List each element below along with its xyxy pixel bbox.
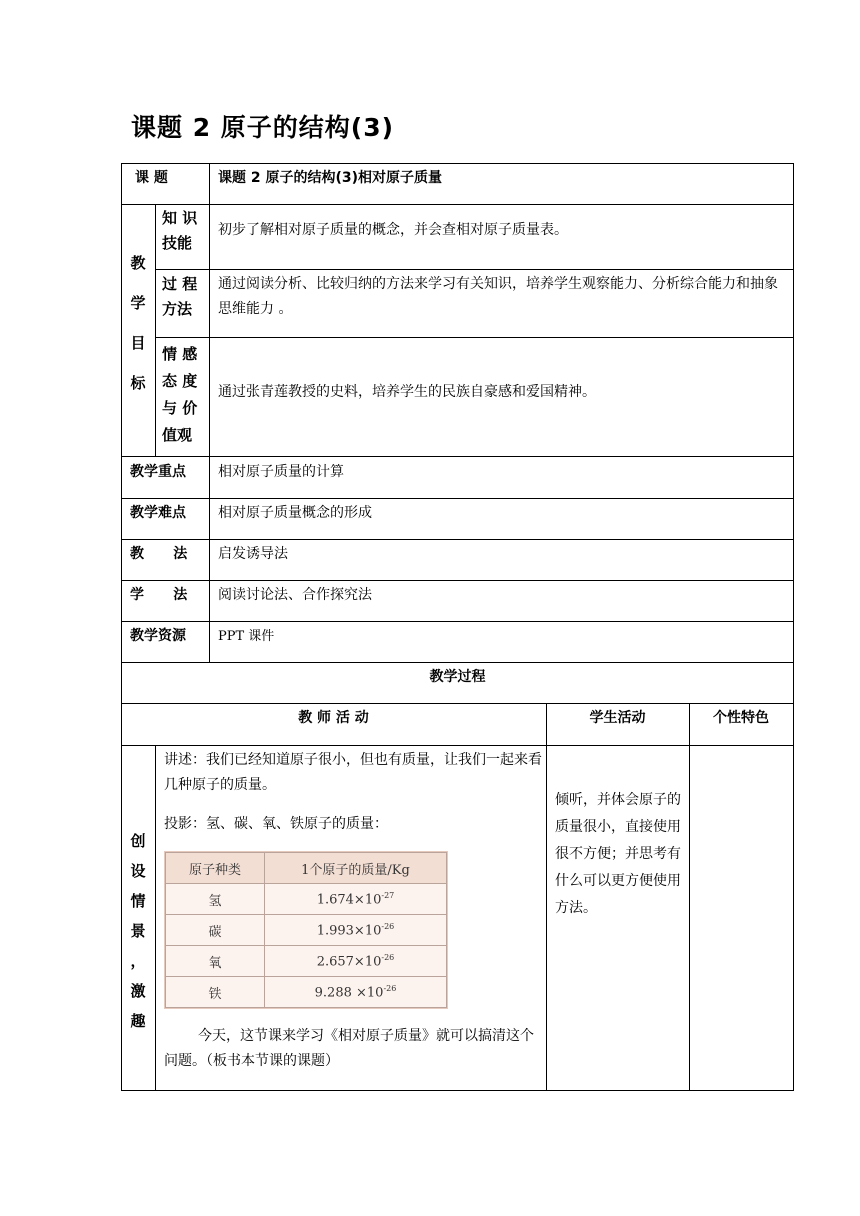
atom-mass-image-table: [164, 851, 448, 1009]
objective-knowledge-label: 知 识 技能: [162, 209, 198, 252]
atom-name: 氢: [166, 884, 265, 915]
key-point-value: 相对原子质量的计算: [218, 464, 344, 480]
col-feature-header: 个性特色: [713, 710, 769, 726]
objective-attitude-label: 情 感 态 度 与 价 值观: [162, 345, 198, 444]
atom-mass: $9.288 \times 10^{-26}$: [265, 977, 447, 1008]
col-student-header: 学生活动: [589, 710, 646, 726]
atom-mass: $1.993\times 10^{-26}$: [265, 915, 447, 946]
teach-method-value: 启发诱导法: [218, 546, 288, 562]
process-heading: 教学过程: [429, 669, 486, 685]
atom-mass: $1.674\times 10^{-27}$: [265, 884, 447, 915]
difficulty-value: 相对原子质量概念的形成: [218, 505, 372, 521]
teacher-text-conclusion: 今天，这节课来学习《相对原子质量》就可以搞清这个问题。（板书本节课的课题）: [164, 1028, 534, 1069]
atom-name: 铁: [166, 977, 265, 1008]
difficulty-label: 教学难点: [130, 505, 186, 521]
atom-table-header: 原子种类: [166, 853, 265, 884]
resources-value: PPT 课件: [218, 629, 275, 644]
topic-value: 课题 2 原子的结构(3)相对原子质量: [218, 170, 443, 186]
topic-label: 课 题: [135, 170, 168, 186]
atom-mass: $2.657\times 10^{-26}$: [265, 946, 447, 977]
col-teacher-header: 教 师 活 动: [298, 710, 369, 726]
resources-label: 教学资源: [130, 628, 186, 644]
teach-method-label: 教 法: [130, 546, 188, 562]
teacher-text-intro: 讲述：我们已经知道原子很小，但也有质量，让我们一起来看几种原子的质量。: [164, 752, 542, 793]
teacher-text-projection: 投影：氢、碳、氧、铁原子的质量：: [164, 816, 388, 832]
objective-attitude-content: 通过张青莲教授的史料，培养学生的民族自豪感和爱国精神。: [218, 384, 596, 400]
objective-process-content: 通过阅读分析、比较归纳的方法来学习有关知识，培养学生观察能力、分析综合能力和抽象思维能力 。: [218, 276, 778, 317]
page-title: 课题 2 原子的结构(3): [131, 113, 395, 142]
learn-method-label: 学 法: [130, 587, 188, 603]
key-point-label: 教学重点: [130, 464, 186, 480]
objectives-label: 教 学 目 标: [130, 254, 146, 392]
stage-label: 创 设 情 景 ， 激 趣: [130, 832, 146, 1030]
atom-name: 碳: [166, 915, 265, 946]
objective-process-label: 过 程 方法: [162, 275, 198, 318]
student-activity-text: 倾听，并体会原子的质量很小，直接使用很不方便；并思考有什么可以更方便使用方法。: [555, 792, 681, 916]
objective-knowledge-content: 初步了解相对原子质量的概念，并会查相对原子质量表。: [218, 222, 568, 238]
learn-method-value: 阅读讨论法、合作探究法: [218, 587, 372, 603]
atom-table-header: 1个原子的质量/Kg: [265, 853, 447, 884]
atom-name: 氧: [166, 946, 265, 977]
